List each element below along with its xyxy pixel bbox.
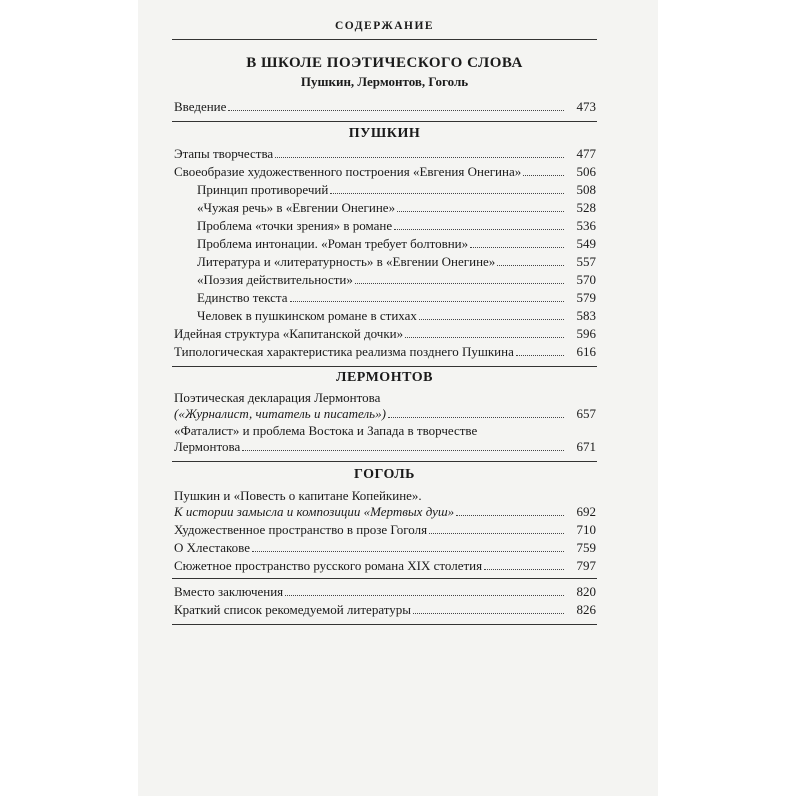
section-rule: [172, 366, 597, 367]
toc-entry[interactable]: Своеобразие художественного построения «Евгения Онегина» 506: [174, 164, 596, 179]
page-header: СОДЕРЖАНИЕ: [334, 20, 435, 32]
section-title-pushkin: ПУШКИН: [348, 126, 421, 141]
section-rule: [172, 121, 597, 122]
part-title: В ШКОЛЕ ПОЭТИЧЕСКОГО СЛОВА: [246, 55, 523, 71]
toc-entry[interactable]: Литература и «литературность» в «Евгении Онегине» 557: [197, 254, 596, 269]
toc-entry[interactable]: «Поэзия действительности» 570: [197, 272, 596, 287]
toc-entry[interactable]: Вместо заключения 820: [174, 584, 596, 599]
toc-entry[interactable]: Краткий список рекомедуемой литературы 826: [174, 602, 596, 617]
toc-entry[interactable]: Лермонтова 671: [174, 439, 596, 454]
toc-entry[interactable]: Типологическая характеристика реализма позднего Пушкина 616: [174, 344, 596, 359]
toc-entry[interactable]: Единство текста 579: [197, 290, 596, 305]
section-title-gogol: ГОГОЛЬ: [354, 467, 415, 482]
toc-entry[interactable]: Идейная структура «Капитанской дочки» 596: [174, 326, 596, 341]
section-title-lermontov: ЛЕРМОНТОВ: [336, 370, 433, 385]
toc-entry-line[interactable]: «Фаталист» и проблема Востока и Запада в творчестве: [174, 423, 478, 438]
section-rule: [172, 578, 597, 579]
toc-entry-line[interactable]: Пушкин и «Повесть о капитане Копейкине».: [174, 488, 422, 503]
toc-entry[interactable]: Человек в пушкинском романе в стихах 583: [197, 308, 596, 323]
header-rule: [172, 39, 597, 40]
part-subtitle: Пушкин, Лермонтов, Гоголь: [300, 74, 469, 89]
toc-entry[interactable]: Сюжетное пространство русского романа XIX столетия 797: [174, 558, 596, 573]
toc-entry-intro[interactable]: Введение 473: [174, 99, 596, 114]
toc-entry[interactable]: К истории замысла и композиции «Мертвых душ» 692: [174, 504, 596, 519]
toc-entry[interactable]: Этапы творчества 477: [174, 146, 596, 161]
toc-entry[interactable]: Художественное пространство в прозе Гоголя 710: [174, 522, 596, 537]
toc-entry[interactable]: Проблема «точки зрения» в романе 536: [197, 218, 596, 233]
section-rule: [172, 461, 597, 462]
toc-entry[interactable]: «Чужая речь» в «Евгении Онегине» 528: [197, 200, 596, 215]
section-rule: [172, 624, 597, 625]
toc-entry[interactable]: О Хлестакове 759: [174, 540, 596, 555]
toc-entry[interactable]: Принцип противоречий 508: [197, 182, 596, 197]
toc-entry-line[interactable]: Поэтическая декларация Лермонтова: [174, 390, 381, 405]
toc-entry[interactable]: («Журналист, читатель и писатель») 657: [174, 406, 596, 421]
toc-entry[interactable]: Проблема интонации. «Роман требует болтовни» 549: [197, 236, 596, 251]
